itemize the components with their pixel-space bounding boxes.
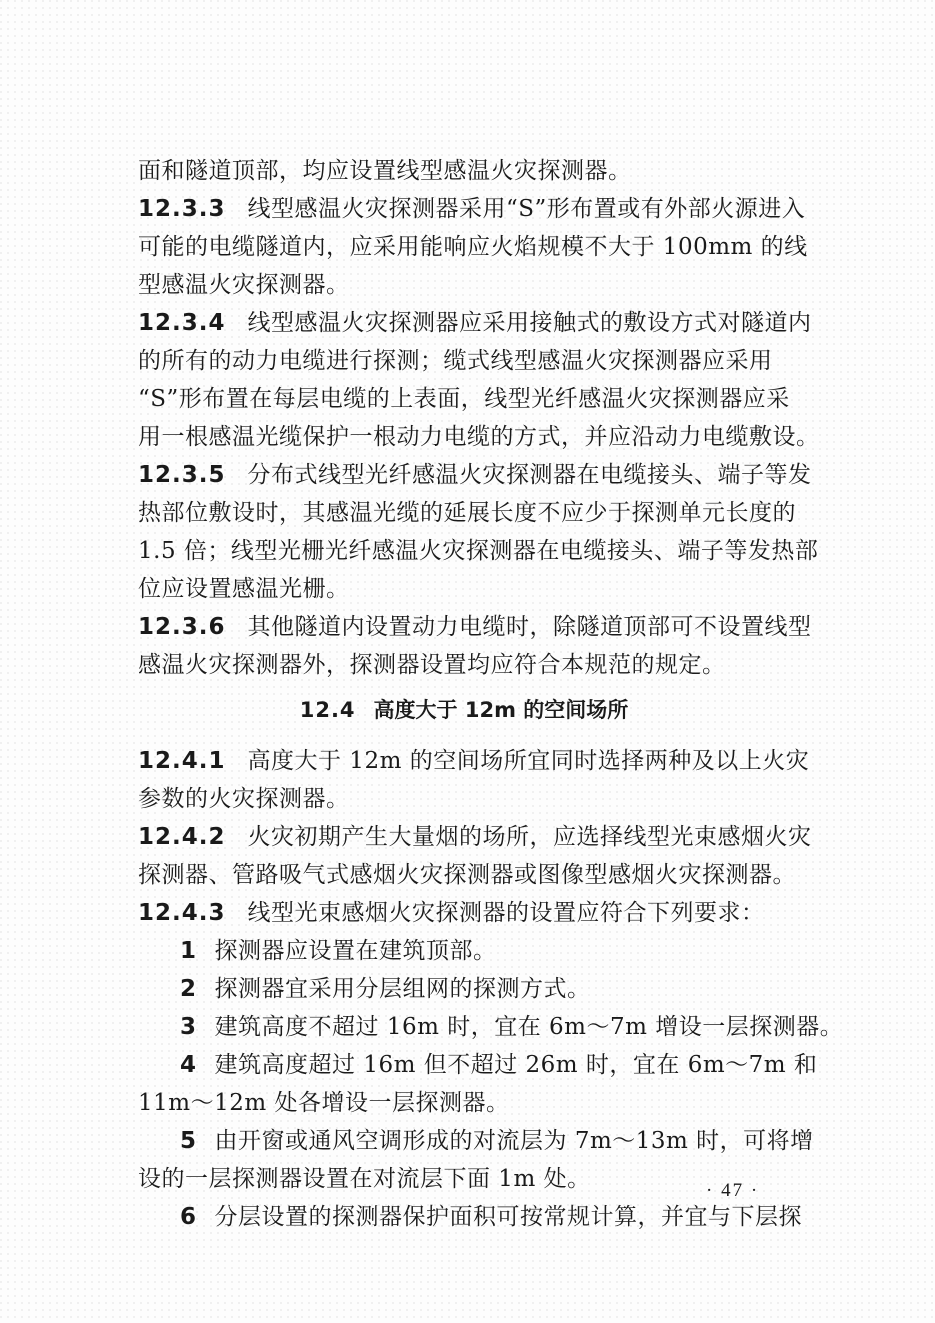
clause-number: 12.4.1	[138, 748, 226, 774]
clause-number: 12.4.3	[138, 900, 226, 926]
page-body	[138, 152, 844, 1236]
list-item: 2 探测器宜采用分层组网的探测方式。	[180, 976, 591, 1002]
section-number: 12.4	[299, 698, 356, 722]
item-number: 4	[180, 1052, 197, 1078]
section-title: 高度大于 12m 的空间场所	[373, 698, 629, 722]
item-number: 2	[180, 976, 197, 1002]
list-item: 4 建筑高度超过 16m 但不超过 26m 时，宜在 6m～7m 和 11m～12m 处各增设一层探测器。	[138, 1052, 818, 1116]
clause-number: 12.3.5	[138, 462, 226, 488]
clause-12-4-2: 12.4.2 火灾初期产生大量烟的场所，应选择线型光束感烟火灾 探测器、管路吸气式感烟火灾探测器或图像型感烟火灾探测器。	[138, 824, 812, 888]
item-number: 3	[180, 1014, 197, 1040]
clause-number: 12.4.2	[138, 824, 226, 850]
section-heading	[138, 690, 790, 730]
clause-12-3-6: 12.3.6 其他隧道内设置动力电缆时，除隧道顶部可不设置线型 感温火灾探测器外，探测器设置均应符合本规范的规定。	[138, 614, 812, 678]
item-number: 5	[180, 1128, 197, 1154]
item-number: 1	[180, 938, 197, 964]
list-item: 3 建筑高度不超过 16m 时，宜在 6m～7m 增设一层探测器。	[180, 1014, 844, 1040]
clause-number: 12.3.3	[138, 196, 226, 222]
clause-12-3-3: 12.3.3 线型感温火灾探测器采用“S”形布置或有外部火源进入 可能的电缆隧道内，应采用能响应火焰规模不大于 100mm 的线 型感温火灾探测器。	[138, 196, 808, 298]
list-item: 6 分层设置的探测器保护面积可按常规计算，并宜与下层探	[180, 1204, 803, 1230]
clause-number: 12.3.4	[138, 310, 226, 336]
clause-12-4-3: 12.4.3 线型光束感烟火灾探测器的设置应符合下列要求：	[138, 900, 765, 926]
list-item: 1 探测器应设置在建筑顶部。	[180, 938, 497, 964]
requirement-list	[138, 932, 844, 1236]
clause-12-3-4: 12.3.4 线型感温火灾探测器应采用接触式的敷设方式对隧道内 的所有的动力电缆进行探测；缆式线型感温火灾探测器应采用 “S”形布置在每层电缆的上表面，线型光纤感温火灾探测器应采 用一根感温光缆保护一根动力电缆的方式，并应沿动力电缆敷设。	[138, 310, 820, 450]
clause-12-3-5: 12.3.5 分布式线型光纤感温火灾探测器在电缆接头、端子等发 热部位敷设时，其感温光缆的延展长度不应少于探测单元长度的 1.5 倍；线型光栅光纤感温火灾探测器在电缆接头、端子等发热部 位应设置感温光栅。	[138, 462, 819, 602]
item-number: 6	[180, 1204, 197, 1230]
clause-12-4-1: 12.4.1 高度大于 12m 的空间场所宜同时选择两种及以上火灾 参数的火灾探测器。	[138, 748, 810, 812]
list-item: 5 由开窗或通风空调形成的对流层为 7m～13m 时，可将增 设的一层探测器设置在对流层下面 1m 处。	[138, 1128, 814, 1192]
clause-number: 12.3.6	[138, 614, 226, 640]
paragraph-continuation: 面和隧道顶部，均应设置线型感温火灾探测器。	[138, 158, 632, 184]
page-number: · 47 ·	[706, 1180, 760, 1201]
